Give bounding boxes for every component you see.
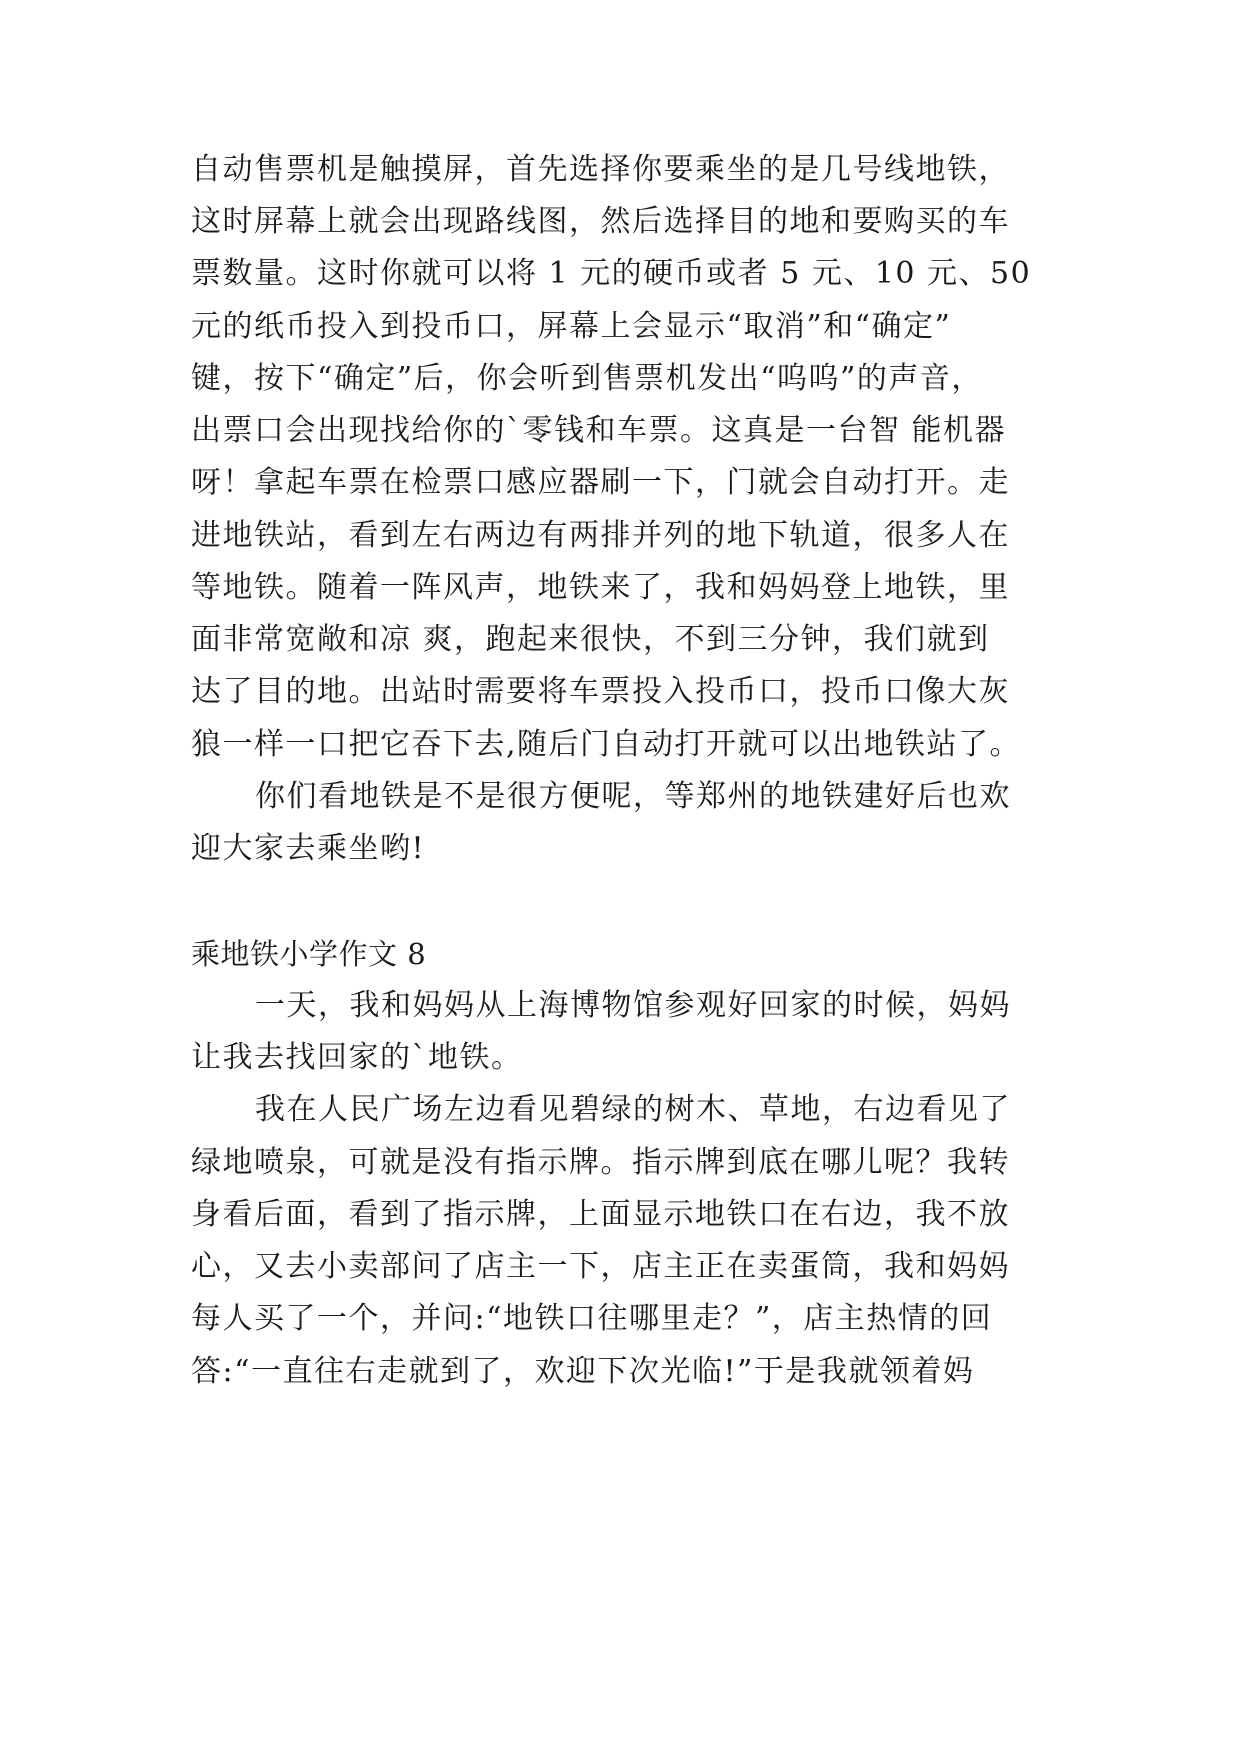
text-line: 元的纸币投入到投币口，屏幕上会显示“取消”和“确定”: [191, 309, 952, 344]
text-line: 自动售票机是触摸屏，首先选择你要乘坐的是几号线地铁，: [191, 152, 1010, 187]
text-line: 身看后面，看到了指示牌，上面显示地铁口在右边，我不放: [191, 1197, 1010, 1232]
text-line: 你们看地铁是不是很方便呢，等郑州的地铁建好后也欢: [255, 779, 1011, 814]
text-line: 呀！拿起车票在检票口感应器刷一下，门就会自动打开。走: [191, 465, 1010, 500]
text-line: 票数量。这时你就可以将 1 元的硬币或者 5 元、10 元、50: [191, 256, 1032, 291]
text-line: 面非常宽敞和凉 爽，跑起来很快，不到三分钟，我们就到: [191, 622, 990, 657]
text-line: 进地铁站，看到左右两边有两排并列的地下轨道，很多人在: [191, 518, 1010, 553]
text-line: 狼一样一口把它吞下去,随后门自动打开就可以出地铁站了。: [191, 727, 1022, 762]
text-line: 迎大家去乘坐哟!: [191, 831, 426, 866]
text-line: 达了目的地。出站时需要将车票投入投币口，投币口像大灰: [191, 674, 1010, 709]
text-line: 让我去找回家的`地铁。: [191, 1040, 523, 1075]
text-line: 每人买了一个，并问:“地铁口往哪里走？”，店主热情的回: [191, 1301, 993, 1336]
text-line: 我在人民广场左边看见碧绿的树木、草地，右边看见了: [255, 1092, 1011, 1127]
section-heading: 乘地铁小学作文 8: [191, 937, 427, 971]
text-line: 键，按下“确定”后，你会听到售票机发出“呜呜”的声音，: [191, 361, 983, 396]
text-line: 等地铁。随着一阵风声，地铁来了，我和妈妈登上地铁，里: [191, 570, 1010, 605]
text-line: 答:“一直往右走就到了，欢迎下次光临!”于是我就领着妈: [191, 1354, 975, 1389]
text-line: 心，又去小卖部问了店主一下，店主正在卖蛋筒，我和妈妈: [191, 1249, 1010, 1284]
text-line: 一天，我和妈妈从上海博物馆参观好回家的时候，妈妈: [255, 988, 1011, 1023]
text-line: 这时屏幕上就会出现路线图，然后选择目的地和要购买的车: [191, 204, 1010, 239]
text-line: 绿地喷泉，可就是没有指示牌。指示牌到底在哪儿呢？我转: [191, 1145, 1010, 1180]
text-line: 出票口会出现找给你的`零钱和车票。这真是一台智 能机器: [191, 413, 1007, 448]
